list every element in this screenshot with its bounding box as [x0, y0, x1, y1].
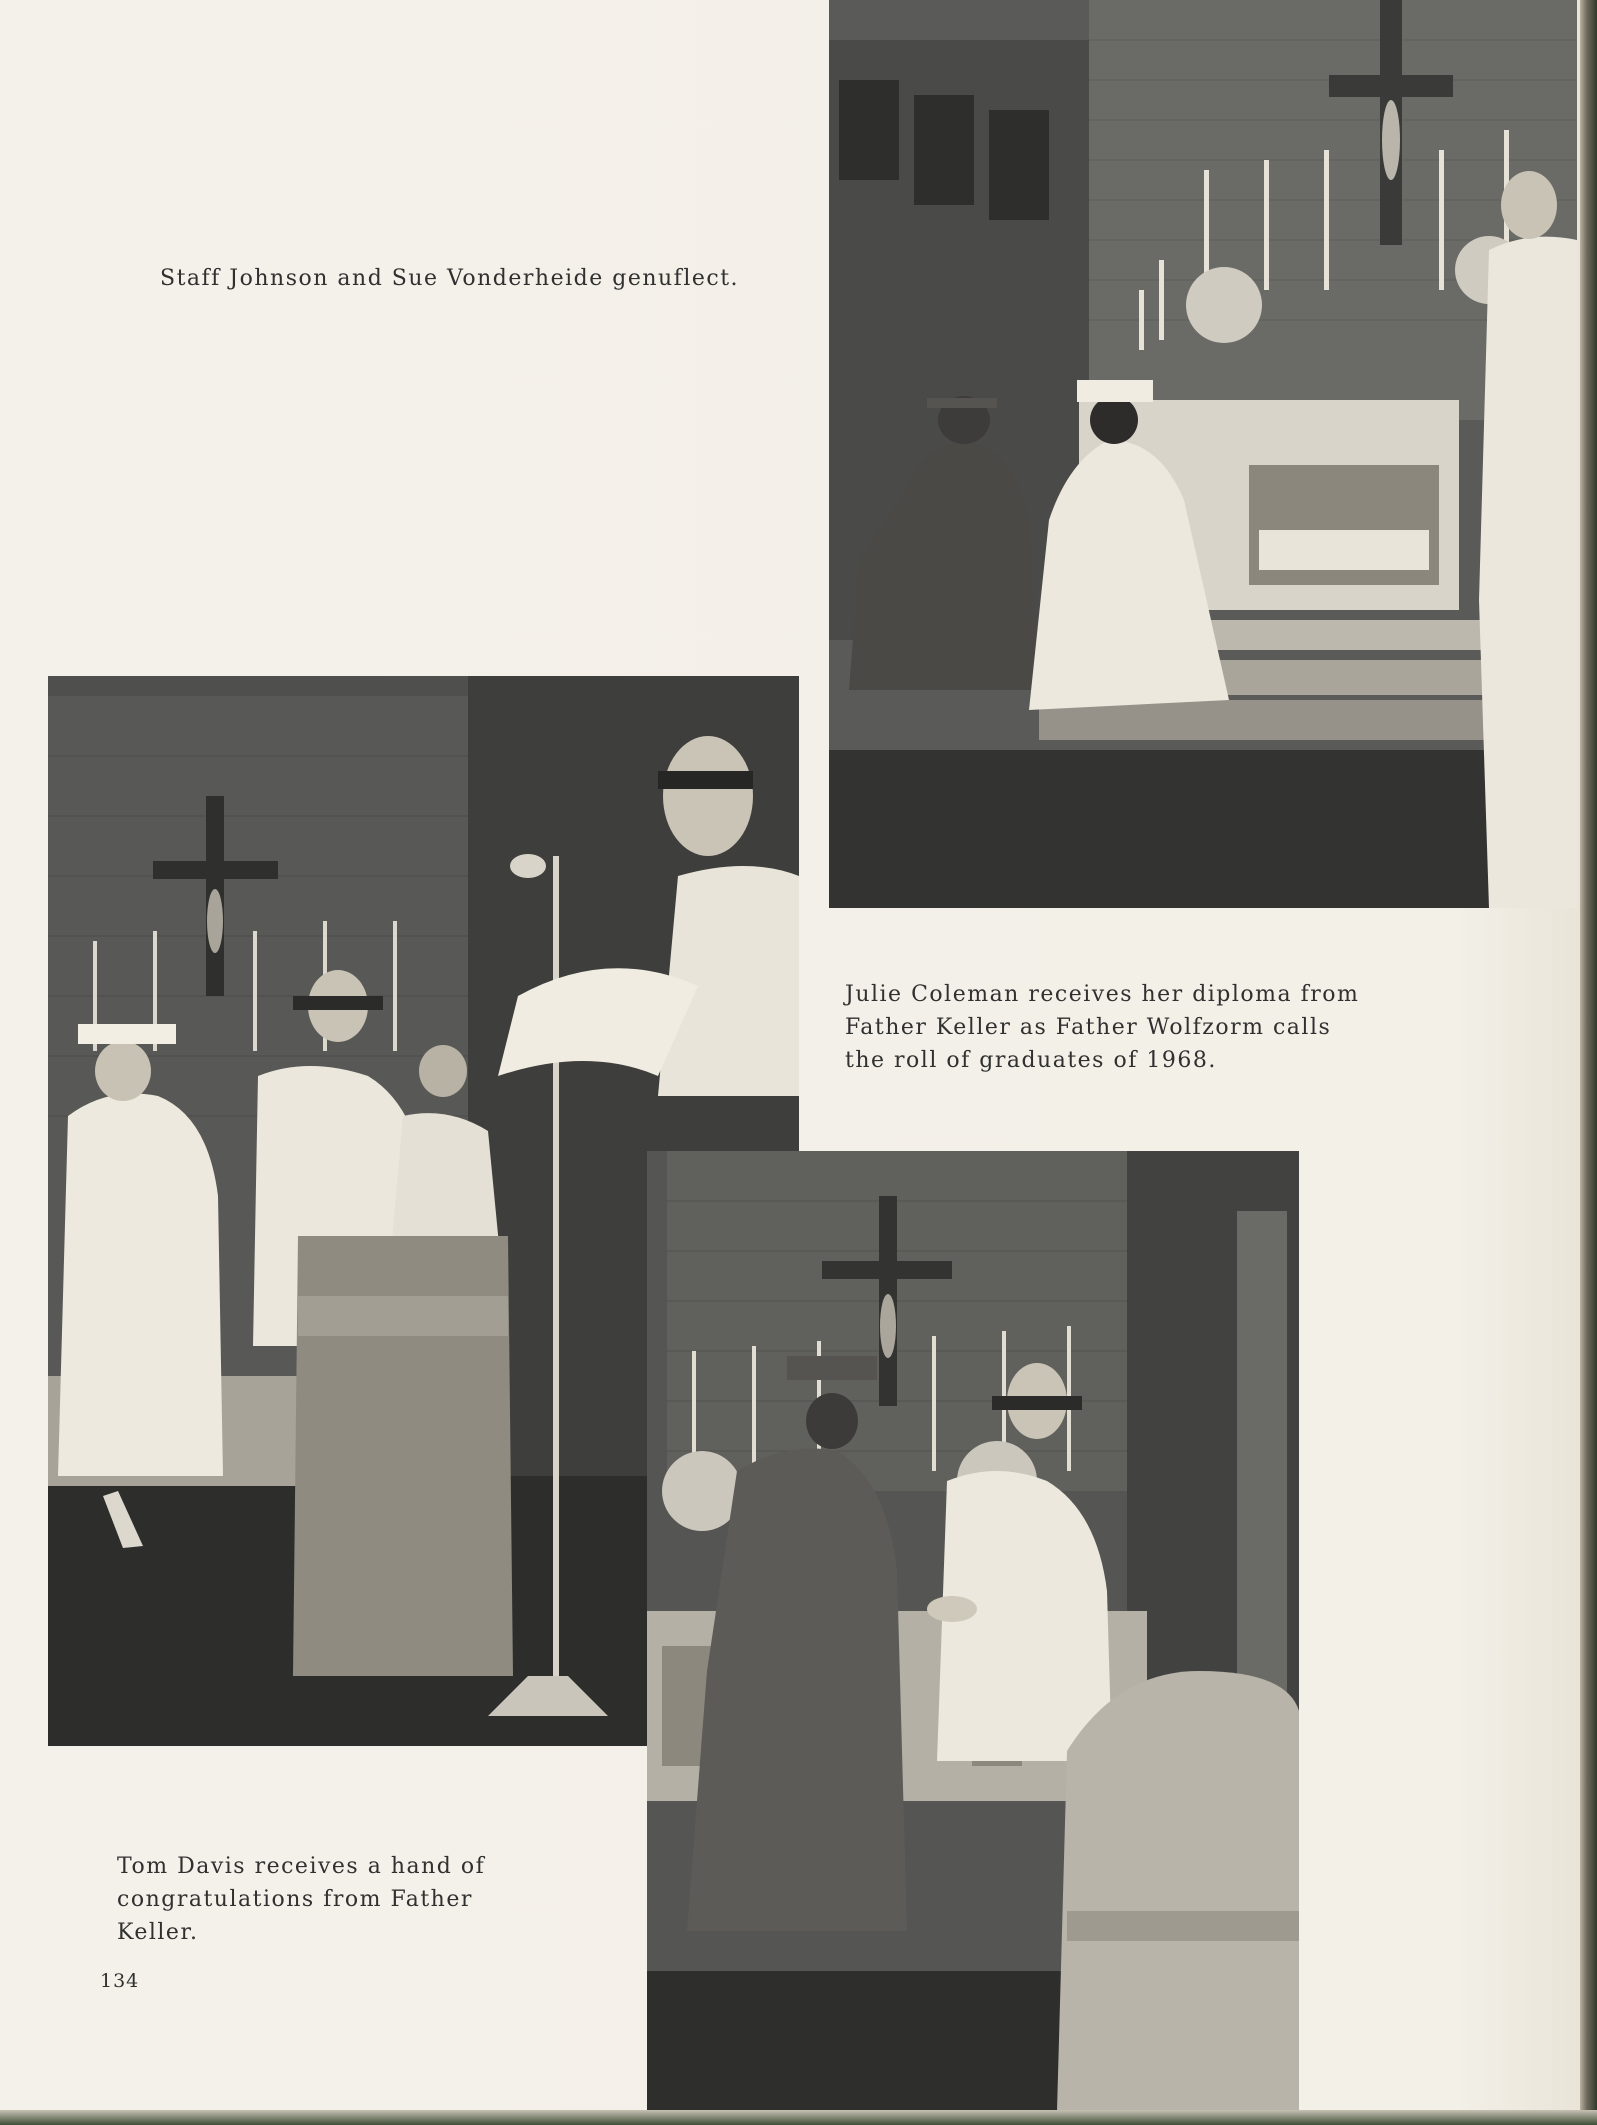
- genuflect-photo-illustration: [829, 0, 1577, 908]
- caption-genuflect: Staff Johnson and Sue Vonderheide genuflect.: [160, 266, 740, 291]
- caption-congratulations: Tom Davis receives a hand of congratulations from Father Keller.: [117, 1854, 486, 1945]
- photo-congratulations: [647, 1151, 1299, 2111]
- page-bottom-edge: [0, 2110, 1597, 2125]
- page-number: 134: [100, 1970, 140, 1992]
- photo-genuflect: [829, 0, 1577, 908]
- caption-diploma: Julie Coleman receives her diploma from Father Keller as Father Wolfzorm calls the roll of graduates of 1968.: [845, 982, 1360, 1073]
- page-binding-edge: [1580, 0, 1597, 2125]
- congratulations-photo-illustration: [647, 1151, 1299, 2111]
